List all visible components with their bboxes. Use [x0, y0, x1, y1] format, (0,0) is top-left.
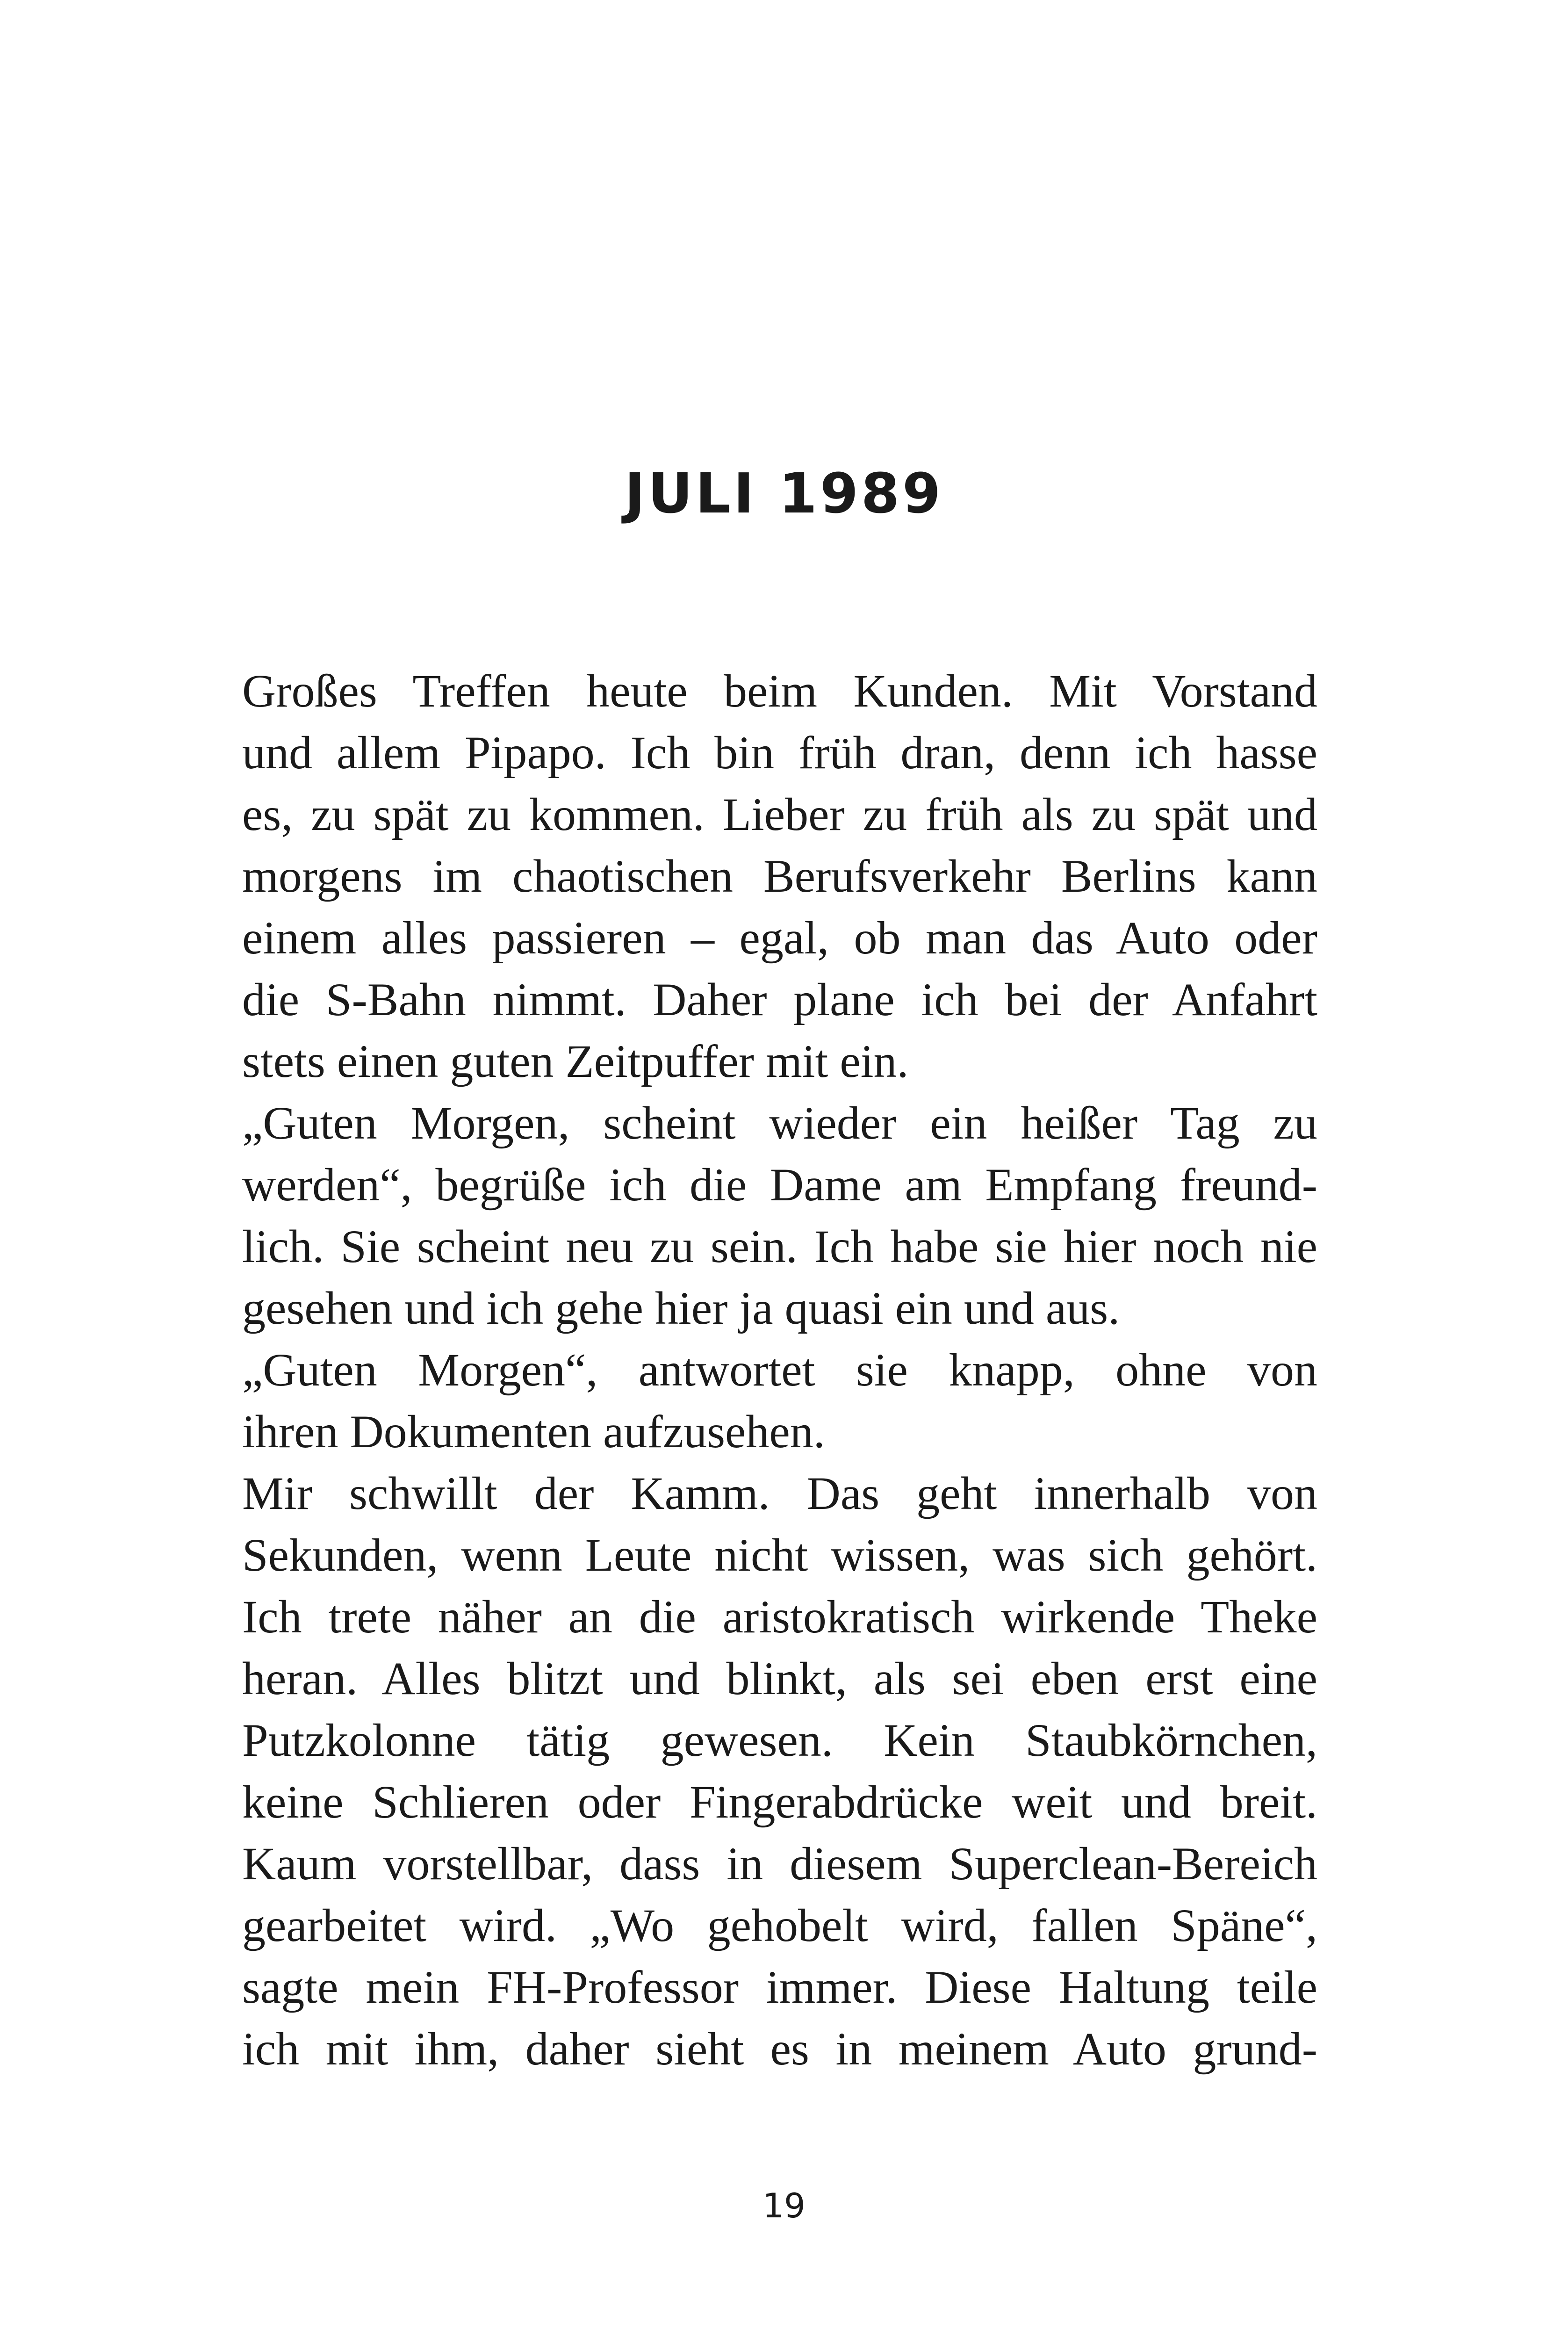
text-line: „Guten Morgen“, antwortet sie knapp, ohne von [242, 1344, 1317, 1396]
text-line: Sekunden, wenn Leute nicht wissen, was sich gehört. [242, 1529, 1317, 1581]
paragraph [242, 1463, 1317, 2080]
paragraph [242, 1092, 1317, 1339]
text-line: die S-Bahn nimmt. Daher plane ich bei der Anfahrt [242, 974, 1317, 1025]
page-number: 19 [762, 2186, 806, 2225]
text-line: „Guten Morgen, scheint wieder ein heißer Tag zu [242, 1097, 1317, 1149]
text-line: Mir schwillt der Kamm. Das geht innerhalb von [242, 1467, 1317, 1519]
text-line: Großes Treffen heute beim Kunden. Mit Vorstand [242, 665, 1317, 717]
paragraph [242, 660, 1317, 1092]
text-line: es, zu spät zu kommen. Lieber zu früh als zu spät und [242, 788, 1317, 840]
text-line: heran. Alles blitzt und blinkt, als sei eben erst eine [242, 1652, 1317, 1704]
text-line: Kaum vorstellbar, dass in diesem Superclean-Bereich [242, 1838, 1317, 1890]
text-line: werden“, begrüße ich die Dame am Empfang freund- [242, 1159, 1317, 1211]
chapter-title: JULI 1989 [624, 461, 944, 526]
text-line: ich mit ihm, daher sieht es in meinem Auto grund- [242, 2023, 1317, 2075]
text-line: Ich trete näher an die aristokratisch wirkende Theke [242, 1591, 1317, 1643]
text-line: sagte mein FH-Professor immer. Diese Haltung teile [242, 1961, 1317, 2013]
text-line: stets einen guten Zeitpuffer mit ein. [242, 1035, 909, 1087]
text-line: lich. Sie scheint neu zu sein. Ich habe sie hier noch nie [242, 1220, 1317, 1272]
text-line: gearbeitet wird. „Wo gehobelt wird, fallen Späne“, [242, 1899, 1317, 1951]
text-line: morgens im chaotischen Berufsverkehr Berlins kann [242, 850, 1317, 902]
text-line: gesehen und ich gehe hier ja quasi ein und aus. [242, 1282, 1120, 1334]
body-text [242, 660, 1317, 2080]
text-line: keine Schlieren oder Fingerabdrücke weit und breit. [242, 1776, 1317, 1828]
paragraph [242, 1339, 1317, 1463]
text-line: ihren Dokumenten aufzusehen. [242, 1406, 825, 1458]
text-line: Putzkolonne tätig gewesen. Kein Staubkörnchen, [242, 1714, 1317, 1766]
text-line: und allem Pipapo. Ich bin früh dran, denn ich hasse [242, 727, 1317, 779]
text-line: einem alles passieren – egal, ob man das Auto oder [242, 912, 1317, 964]
